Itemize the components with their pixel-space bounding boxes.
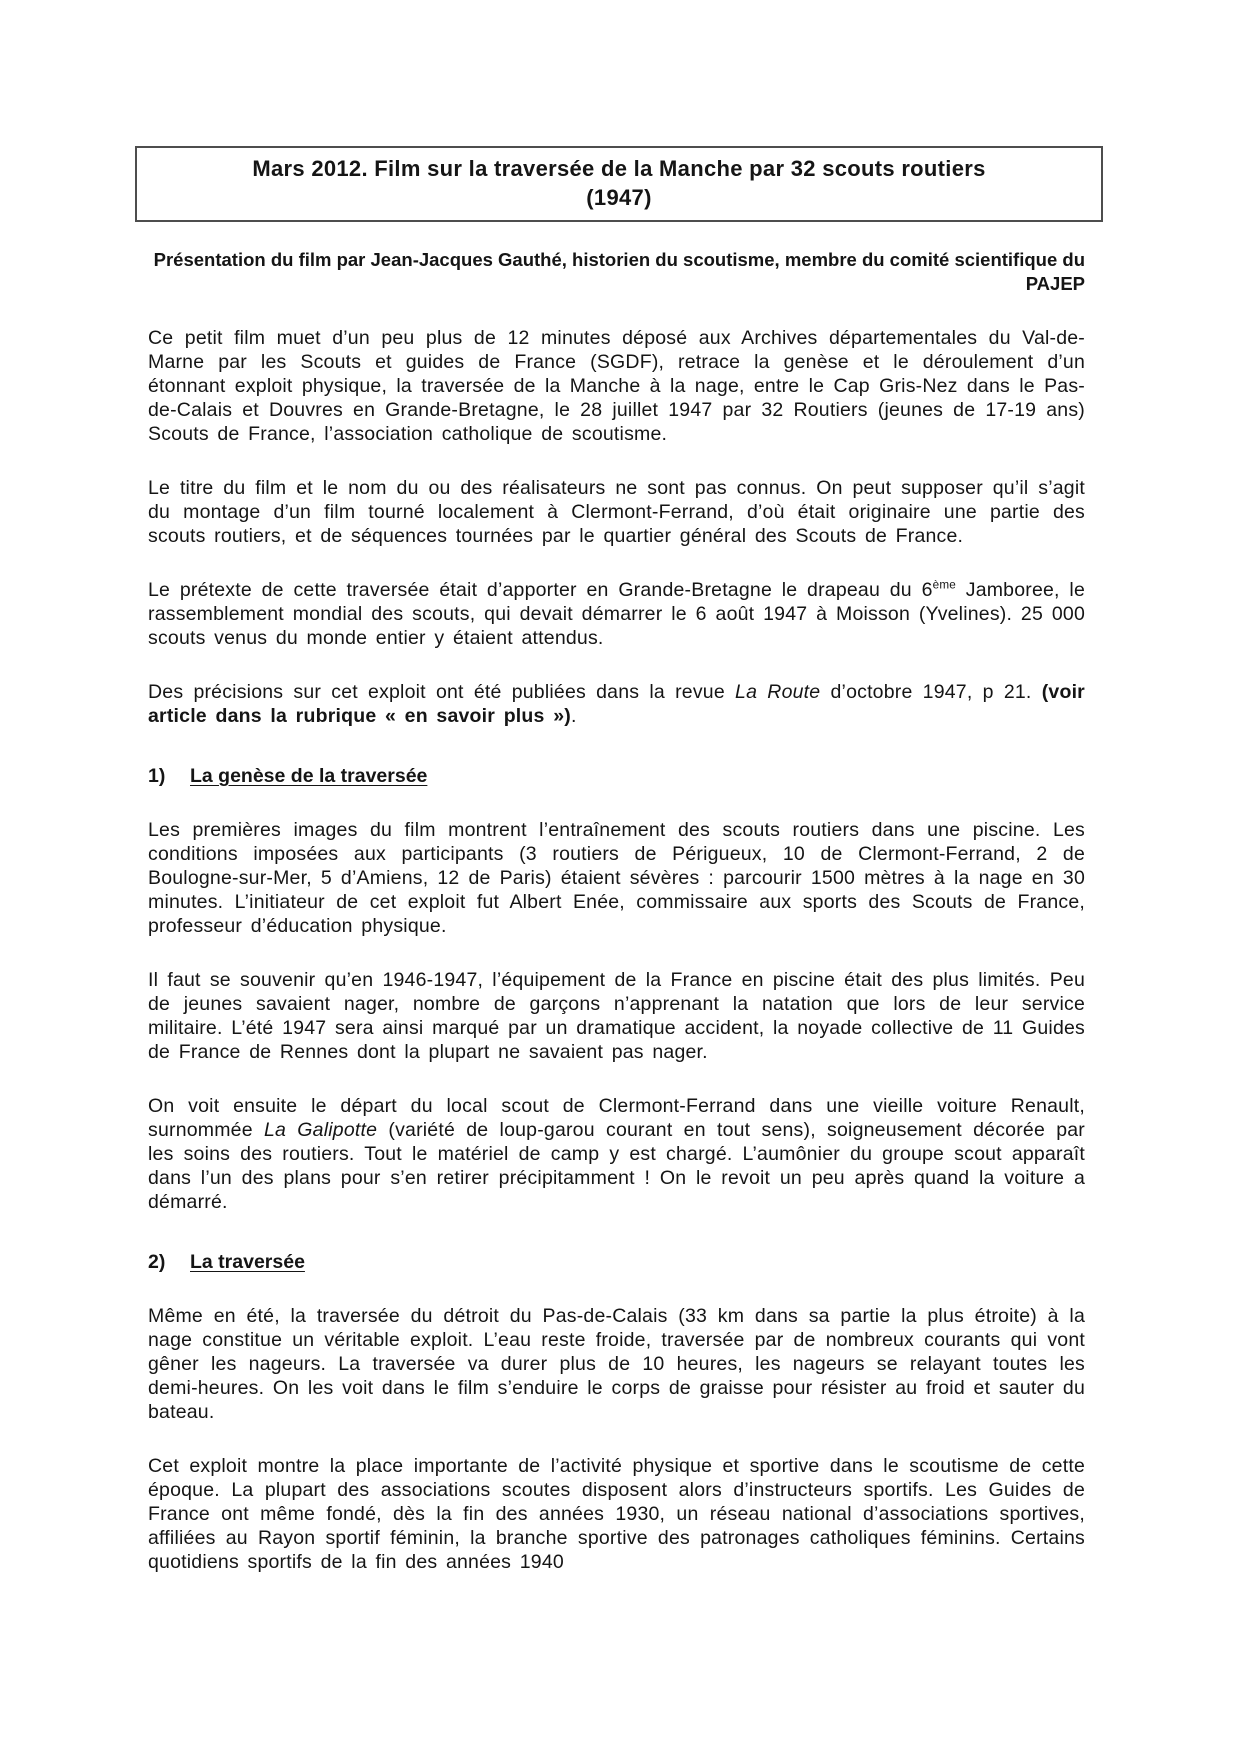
document-title-line-2: (1947) — [586, 185, 652, 210]
heading-label: La traversée — [190, 1251, 305, 1273]
paragraph-contexte-1946-1947: Il faut se souvenir qu’en 1946-1947, l’équipement de la France en piscine était des plus limités. Peu de jeunes savaient nager, nombre de garçons n’apprenant la natation que lors de leur service militaire. L’été 1947 sera ainsi marqué par un dramatique accident, la noyade collective de 11 Guides de France de Rennes dont la plupart ne savaient pas nager. — [148, 969, 1085, 1063]
paragraph-pretexte-jamboree: Le prétexte de cette traversée était d’apporter en Grande-Bretagne le drapeau du 6ème Jamboree, le rassemblement mondial des scouts, qui devait démarrer le 6 août 1947 à Moisson (Yvelines). 25 000 scouts venus du monde entier y étaient attendus. — [148, 578, 1085, 649]
title-box — [135, 146, 1103, 222]
heading-label: La genèse de la traversée — [190, 765, 428, 787]
paragraph-traversee-detroit: Même en été, la traversée du détroit du Pas-de-Calais (33 km dans sa partie la plus étroite) à la nage constitue un véritable exploit. L’eau reste froide, traversée par de nombreux courants qui vont gêner les nageurs. La traversée va durer plus de 10 heures, les nageurs se relayant toutes les demi-heures. On les voit dans le film s’enduire le corps de graisse pour résister au froid et sauter du bateau. — [148, 1305, 1085, 1423]
paragraph-film-description: Ce petit film muet d’un peu plus de 12 minutes déposé aux Archives départementales du Val-de-Marne par les Scouts et guides de France (SGDF), retrace la genèse et le déroulement d’un étonnant exploit physique, la traversée de la Manche à la nage, entre le Cap Gris-Nez dans le Pas-de-Calais et Douvres en Grande-Bretagne, le 28 juillet 1947 par 32 Routiers (jeunes de 17-19 ans) Scouts de France, l’association catholique de scoutisme. — [148, 327, 1085, 445]
section-heading-genese — [148, 764, 1085, 788]
byline: Présentation du film par Jean-Jacques Gauthé, historien du scoutisme, membre du comité scientifique du PAJEP — [153, 249, 1085, 294]
paragraph-realisateurs: Le titre du film et le nom du ou des réalisateurs ne sont pas connus. On peut supposer qu’il s’agit du montage d’un film tourné localement à Clermont-Ferrand, d’où était originaire une partie des scouts routiers, et de séquences tournées par le quartier général des Scouts de France. — [148, 477, 1085, 547]
section-heading-traversee — [148, 1250, 1085, 1274]
paragraph-place-du-sport: Cet exploit montre la place importante de l’activité physique et sportive dans le scoutisme de cette époque. La plupart des associations scoutes disposent alors d’instructeurs sportifs. Les Guides de France ont même fondé, dès la fin des années 1930, un réseau national d’associations sportives, affiliées au Rayon sportif féminin, la branche sportive des patronages catholiques féminins. Certains quotidiens sportifs de la fin des années 1940 — [148, 1455, 1085, 1573]
paragraph-entrainement: Les premières images du film montrent l’entraînement des scouts routiers dans une piscine. Les conditions imposées aux participants (3 routiers de Périgueux, 10 de Clermont-Ferrand, 2 de Boulogne-sur-Mer, 5 d’Amiens, 12 de Paris) étaient sévères : parcourir 1500 mètres à la nage en 30 minutes. L’initiateur de cet exploit fut Albert Enée, commissaire aux sports des Scouts de France, professeur d’éducation physique. — [148, 819, 1085, 937]
heading-number: 1) — [148, 765, 166, 787]
paragraph-revue-la-route: Des précisions sur cet exploit ont été publiées dans la revue La Route d’octobre 1947, p 21. (voir article dans la rubrique « en savoir plus »). — [148, 681, 1085, 727]
document-title-line-1: Mars 2012. Film sur la traversée de la Manche par 32 scouts routiers — [252, 156, 986, 181]
paragraph-depart-galipotte: On voit ensuite le départ du local scout de Clermont-Ferrand dans une vieille voiture Renault, surnommée La Galipotte (variété de loup-garou courant en tout sens), soigneusement décorée par les soins des routiers. Tout le matériel de camp y est chargé. L’aumônier du groupe scout apparaît dans l’un des plans pour s’en retirer précipitamment ! On le revoit un peu après quand la voiture a démarré. — [148, 1095, 1085, 1213]
heading-number: 2) — [148, 1251, 166, 1273]
